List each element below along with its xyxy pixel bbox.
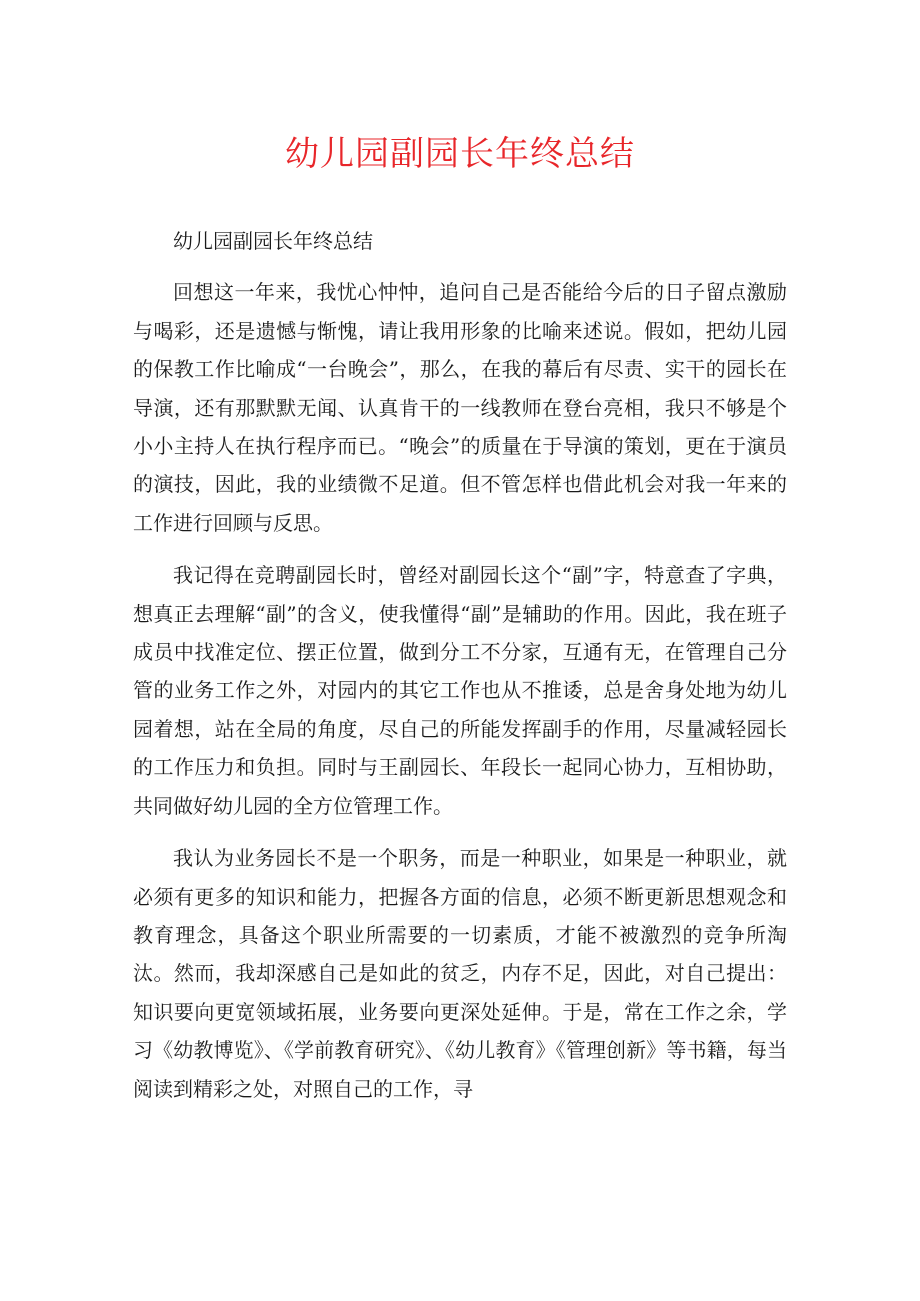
document-body [133, 222, 787, 1122]
paragraph-1: 回想这一年来，我忧心忡忡，追问自己是否能给今后的日子留点激励与喝彩，还是遗憾与惭愧，请让我用形象的比喻来述说。假如，把幼儿园的保教工作比喻成“一台晚会”，那么，在我的幕后有尽责、实干的园长在导演，还有那默默无闻、认真肯干的一线教师在登台亮相，我只不够是个小小主持人在执行程序而已。“晚会”的质量在于导演的策划，更在于演员的演技，因此，我的业绩微不足道。但不管怎样也借此机会对我一年来的工作进行回顾与反思。 [133, 280, 787, 535]
paragraph-3: 我认为业务园长不是一个职务，而是一种职业，如果是一种职业，就必须有更多的知识和能力，把握各方面的信息，必须不断更新思想观念和教育理念，具备这个职业所需要的一切素质，才能不被激烈的竞争所淘汰。然而，我却深感自己是如此的贫乏，内存不足，因此，对自己提出：知识要向更宽领域拓展，业务要向更深处延伸。于是，常在工作之余，学习《幼教博览》、《学前教育研究》、《幼儿教育》《管理创新》等书籍，每当阅读到精彩之处，对照自己的工作，寻 [133, 846, 787, 1101]
paragraph-2: 我记得在竞聘副园长时，曾经对副园长这个“副”字，特意查了字典，想真正去理解“副”的含义，使我懂得“副”是辅助的作用。因此，我在班子成员中找准定位、摆正位置，做到分工不分家，互通有无，在管理自己分管的业务工作之外，对园内的其它工作也从不推诿，总是舍身处地为幼儿园着想，站在全局的角度，尽自己的所能发挥副手的作用，尽量减轻园长的工作压力和负担。同时与王副园长、年段长一起同心协力，互相协助，共同做好幼儿园的全方位管理工作。 [133, 563, 787, 818]
document-title: 幼儿园副园长年终总结 [285, 134, 635, 174]
document-subtitle: 幼儿园副园长年终总结 [173, 229, 373, 253]
